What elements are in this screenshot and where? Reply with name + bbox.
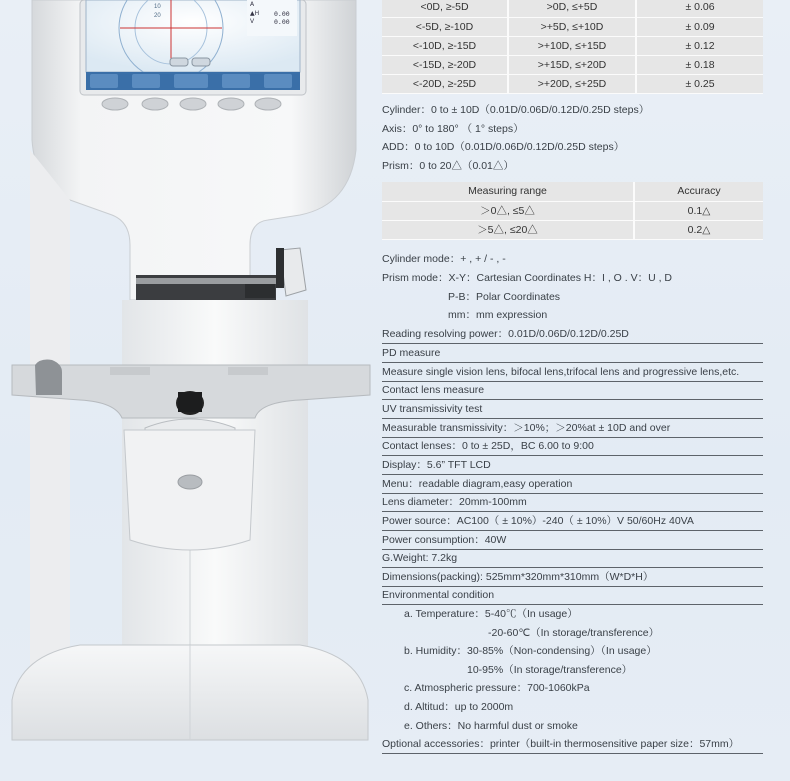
screen-reading-label-v: V <box>250 18 255 25</box>
pd-measure: PD measure <box>382 344 763 363</box>
measure-lenses: Measure single vision lens, bifocal lens,trifocal lens and progressive lens,etc. <box>382 363 763 382</box>
table-header-row <box>382 182 763 201</box>
table-cell: ＞0△, ≤5△ <box>382 201 634 220</box>
lens-diameter: Lens diameter：20mm-100mm <box>382 493 763 512</box>
lensmeter-drawing <box>0 0 380 781</box>
others: e. Others：No harmful dust or smoke <box>404 720 578 732</box>
altitude: d. Altitud：up to 2000m <box>404 701 514 713</box>
column-header: Measuring range <box>382 182 634 201</box>
humidity-storage: 10-95%（In storage/transference） <box>467 664 633 676</box>
prism-mode-polar: P-B：Polar Coordinates <box>448 291 561 303</box>
temperature-storage: -20-60℃（In storage/transference） <box>488 627 660 639</box>
table-cell: ± 0.06 <box>636 0 763 17</box>
lensmeter-device-illustration <box>0 0 380 781</box>
axis-range: Axis：0° to 180° （ 1° steps） <box>382 123 524 135</box>
contact-lenses: Contact lenses：0 to ± 25D，BC 6.00 to 9:00 <box>382 437 763 456</box>
cylinder-range: Cylinder：0 to ± 10D（0.01D/0.06D/0.12D/0.25D steps） <box>382 104 650 116</box>
atmospheric-pressure: c. Atmospheric pressure：700-1060kPa <box>404 682 590 694</box>
table-cell: >0D, ≤+5D <box>508 0 636 17</box>
table-cell: <-10D, ≥-15D <box>382 36 508 55</box>
table-cell: ± 0.09 <box>636 17 763 36</box>
screen-reading-label-a: A <box>250 1 255 8</box>
power-consumption: Power consumption：40W <box>382 531 763 550</box>
screen-reading-h-value: 0.00 <box>274 10 290 18</box>
table-cell: <-20D, ≥-25D <box>382 74 508 93</box>
table-cell: 0.2△ <box>634 220 763 239</box>
add-range: ADD：0 to 10D（0.01D/0.06D/0.12D/0.25D steps） <box>382 141 625 153</box>
table-row <box>382 201 763 220</box>
prism-range: Prism：0 to 20△（0.01△） <box>382 160 514 172</box>
contact-lens-measure: Contact lens measure <box>382 381 763 400</box>
screen-reading-v-value: 0.00 <box>274 18 290 26</box>
table-cell: >+5D, ≤+10D <box>508 17 636 36</box>
temperature: a. Temperature：5-40℃（In usage） <box>404 608 578 620</box>
table-cell: ± 0.18 <box>636 55 763 74</box>
table-cell: >+10D, ≤+15D <box>508 36 636 55</box>
table-row <box>382 220 763 239</box>
table-cell: >+20D, ≤+25D <box>508 74 636 93</box>
power-accuracy-table <box>382 0 763 94</box>
environmental-condition: Environmental condition <box>382 586 763 605</box>
prism-accuracy-table <box>382 182 763 240</box>
table-cell: <-15D, ≥-20D <box>382 55 508 74</box>
table-cell: >+15D, ≤+20D <box>508 55 636 74</box>
table-row <box>382 74 763 93</box>
prism-mode-mm: mm：mm expression <box>448 309 548 321</box>
cylinder-mode: Cylinder mode：+ , + / - , - <box>382 253 506 265</box>
table-row <box>382 36 763 55</box>
table-cell: <0D, ≥-5D <box>382 0 508 17</box>
table-row <box>382 17 763 36</box>
scale-number: 20 <box>154 13 161 19</box>
gross-weight: G.Weight: 7.2kg <box>382 549 763 568</box>
display-spec: Display：5.6” TFT LCD <box>382 456 763 475</box>
prism-mode: Prism mode：X-Y：Cartesian Coordinates H：I , O . V：U , D <box>382 272 672 284</box>
scale-number: 10 <box>154 4 161 10</box>
dimensions: Dimensions(packing): 525mm*320mm*310mm（W*D*H） <box>382 568 763 587</box>
screen-reading-label-h: ▲H <box>250 10 260 17</box>
power-source: Power source：AC100（ ± 10%）-240（ ± 10%）V 50/60Hz 40VA <box>382 512 763 531</box>
column-header: Accuracy <box>634 182 763 201</box>
optional-accessories: Optional accessories：printer（built-in thermosensitive paper size：57mm） <box>382 735 763 754</box>
table-row <box>382 0 763 17</box>
table-cell: ± 0.25 <box>636 74 763 93</box>
menu-spec: Menu：readable diagram,easy operation <box>382 475 763 494</box>
humidity: b. Humidity：30-85%（Non-condensing）（In usage） <box>404 645 657 657</box>
table-cell: <-5D, ≥-10D <box>382 17 508 36</box>
reading-resolving-power: Reading resolving power：0.01D/0.06D/0.12D/0.25D <box>382 325 763 344</box>
uv-transmissivity-test: UV transmissivity test <box>382 400 763 419</box>
table-cell: ＞5△, ≤20△ <box>382 220 634 239</box>
table-cell: ± 0.12 <box>636 36 763 55</box>
measurable-transmissivity: Measurable transmissivity：＞10%；＞20%at ± 10D and over <box>382 419 763 438</box>
table-cell: 0.1△ <box>634 201 763 220</box>
table-row <box>382 55 763 74</box>
